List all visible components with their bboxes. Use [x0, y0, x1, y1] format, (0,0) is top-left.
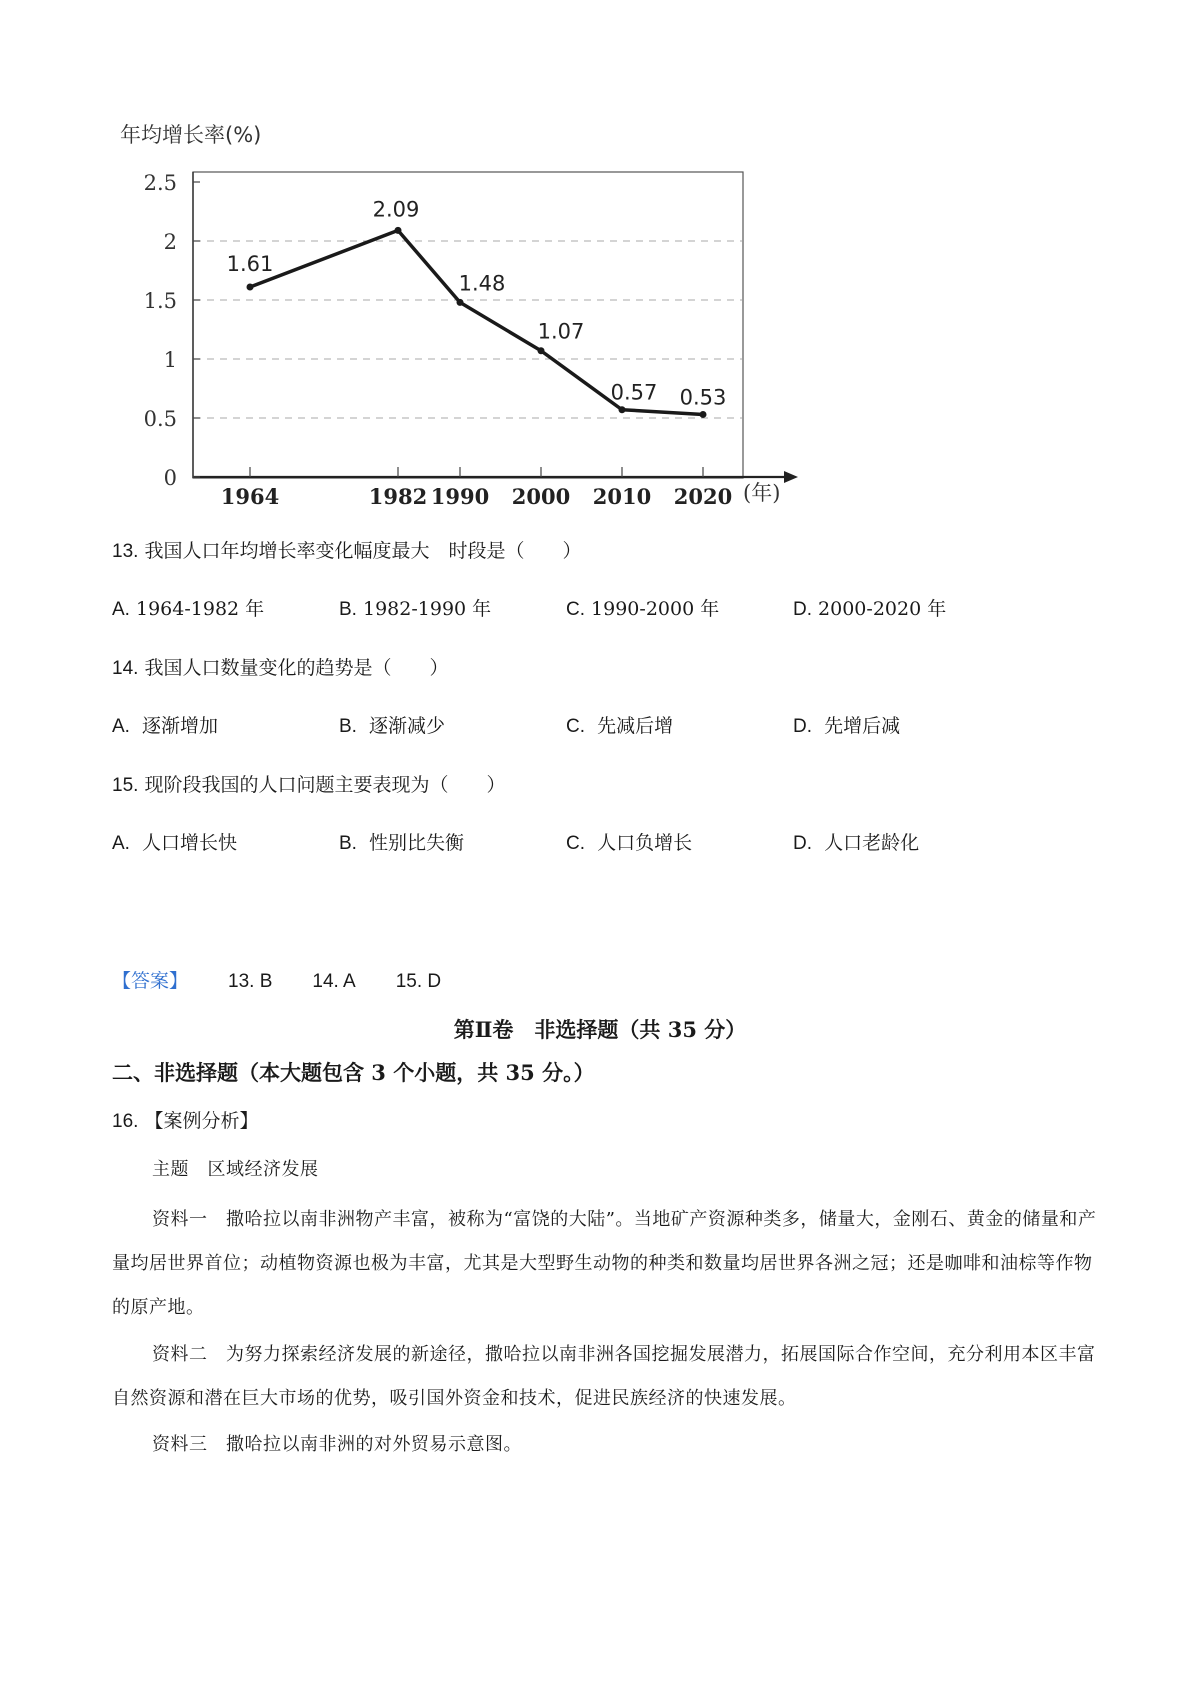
material-3: [112, 1423, 1102, 1467]
option-c[interactable]: [566, 594, 719, 621]
option-letter: C.: [566, 833, 585, 854]
x-tick-label: 2000: [511, 484, 571, 509]
option-letter: A.: [112, 716, 130, 737]
answer-15: 15. D: [395, 971, 442, 992]
y-tick-label: 0: [163, 466, 177, 490]
x-tick-label: 2010: [592, 484, 652, 509]
x-axis-unit: (年): [743, 481, 781, 505]
question-number: 13.: [112, 541, 139, 562]
question-15: [112, 770, 505, 797]
question-number: 15.: [112, 775, 139, 796]
data-label: 1.07: [537, 319, 585, 344]
option-d[interactable]: [793, 828, 919, 855]
option-letter: A.: [112, 599, 130, 620]
x-tick-label: 1990: [430, 484, 490, 509]
section-subtitle: 二、非选择题（本大题包含 3 个小题，共 35 分。）: [112, 1060, 595, 1085]
option-text: 人口增长快: [142, 832, 238, 854]
section-title: 第Ⅱ卷 非选择题（共 35 分）: [453, 1017, 747, 1042]
data-point: [457, 299, 464, 306]
data-point: [700, 411, 707, 418]
theme-text: 主题 区域经济发展: [152, 1159, 319, 1180]
x-axis-arrow: [784, 471, 798, 483]
y-tick-label: 1.5: [143, 289, 177, 313]
question-text: 我国人口年均增长率变化幅度最大 时段是（ ）: [144, 540, 582, 562]
option-letter: B.: [339, 599, 357, 620]
x-tick-label: 1964: [220, 484, 280, 509]
question-text: 现阶段我国的人口问题主要表现为（ ）: [144, 774, 506, 796]
data-label: 0.57: [610, 380, 658, 405]
answer-tag: 【答案】: [112, 970, 189, 992]
x-tick-label: 1982: [368, 484, 428, 509]
question-text: 我国人口数量变化的趋势是（ ）: [144, 657, 449, 679]
data-label: 1.48: [458, 271, 506, 296]
answer-14: 14. A: [312, 971, 356, 992]
y-tick-label: 2.5: [143, 171, 177, 195]
option-letter: A.: [112, 833, 130, 854]
data-label: 0.53: [679, 385, 727, 410]
option-c[interactable]: [566, 711, 673, 738]
option-a[interactable]: [112, 594, 264, 621]
option-b[interactable]: [339, 594, 491, 621]
data-point: [619, 406, 626, 413]
material-1: [112, 1198, 1102, 1330]
option-letter: C.: [566, 599, 585, 620]
answer-13: 13. B: [228, 971, 273, 992]
answer-line: [112, 966, 441, 993]
option-text: 1990-2000 年: [591, 598, 720, 620]
question-14: [112, 653, 448, 680]
option-text: 人口负增长: [597, 832, 693, 854]
option-text: 性别比失衡: [369, 832, 465, 854]
option-letter: B.: [339, 833, 357, 854]
question-number: 14.: [112, 658, 139, 679]
line-chart: [110, 110, 910, 560]
question-13: [112, 536, 581, 563]
option-text: 先增后减: [824, 715, 901, 737]
option-text: 1982-1990 年: [363, 598, 492, 620]
option-letter: D.: [793, 716, 812, 737]
case-label: 【案例分析】: [144, 1110, 259, 1132]
y-tick-label: 1: [163, 348, 177, 372]
option-text: 逐渐增加: [142, 715, 219, 737]
option-b[interactable]: [339, 828, 464, 855]
plot-frame: [193, 172, 743, 478]
option-a[interactable]: [112, 828, 237, 855]
option-text: 先减后增: [597, 715, 674, 737]
data-label: 2.09: [372, 197, 420, 222]
y-tick-label: 0.5: [143, 407, 177, 431]
option-letter: D.: [793, 599, 812, 620]
data-point: [395, 227, 402, 234]
question-number: 16.: [112, 1111, 139, 1132]
option-a[interactable]: [112, 711, 218, 738]
theme-line: [112, 1148, 1102, 1192]
question-16-header: [112, 1106, 258, 1133]
y-tick-label: 2: [163, 230, 177, 254]
option-text: 1964-1982 年: [136, 598, 265, 620]
material-2: [112, 1333, 1102, 1421]
option-c[interactable]: [566, 828, 692, 855]
x-tick-label: 2020: [673, 484, 733, 509]
option-b[interactable]: [339, 711, 445, 738]
option-text: 人口老龄化: [824, 832, 920, 854]
y-axis-title: 年均增长率(%): [120, 123, 262, 147]
data-point: [538, 347, 545, 354]
data-label: 1.61: [226, 252, 274, 277]
option-d[interactable]: [793, 711, 900, 738]
data-point: [247, 284, 254, 291]
material-3-text: 资料三 撒哈拉以南非洲的对外贸易示意图。: [152, 1434, 522, 1455]
option-text: 2000-2020 年: [818, 598, 947, 620]
material-2-text: 资料二 为努力探索经济发展的新途径，撒哈拉以南非洲各国挖掘发展潜力，拓展国际合作空间，充分利用本区丰富自然资源和潜在巨大市场的优势，吸引国外资金和技术，促进民族经济的快速发展。: [112, 1344, 1096, 1409]
option-d[interactable]: [793, 594, 946, 621]
option-text: 逐渐减少: [369, 715, 446, 737]
option-letter: D.: [793, 833, 812, 854]
material-1-text: 资料一 撒哈拉以南非洲物产丰富，被称为“富饶的大陆”。当地矿产资源种类多，储量大，金刚石、黄金的储量和产量均居世界首位；动植物资源也极为丰富，尤其是大型野生动物的种类和数量均居世界各洲之冠；还是咖啡和油棕等作物的原产地。: [112, 1209, 1097, 1318]
option-letter: B.: [339, 716, 357, 737]
population-growth-chart: [110, 110, 910, 560]
option-letter: C.: [566, 716, 585, 737]
